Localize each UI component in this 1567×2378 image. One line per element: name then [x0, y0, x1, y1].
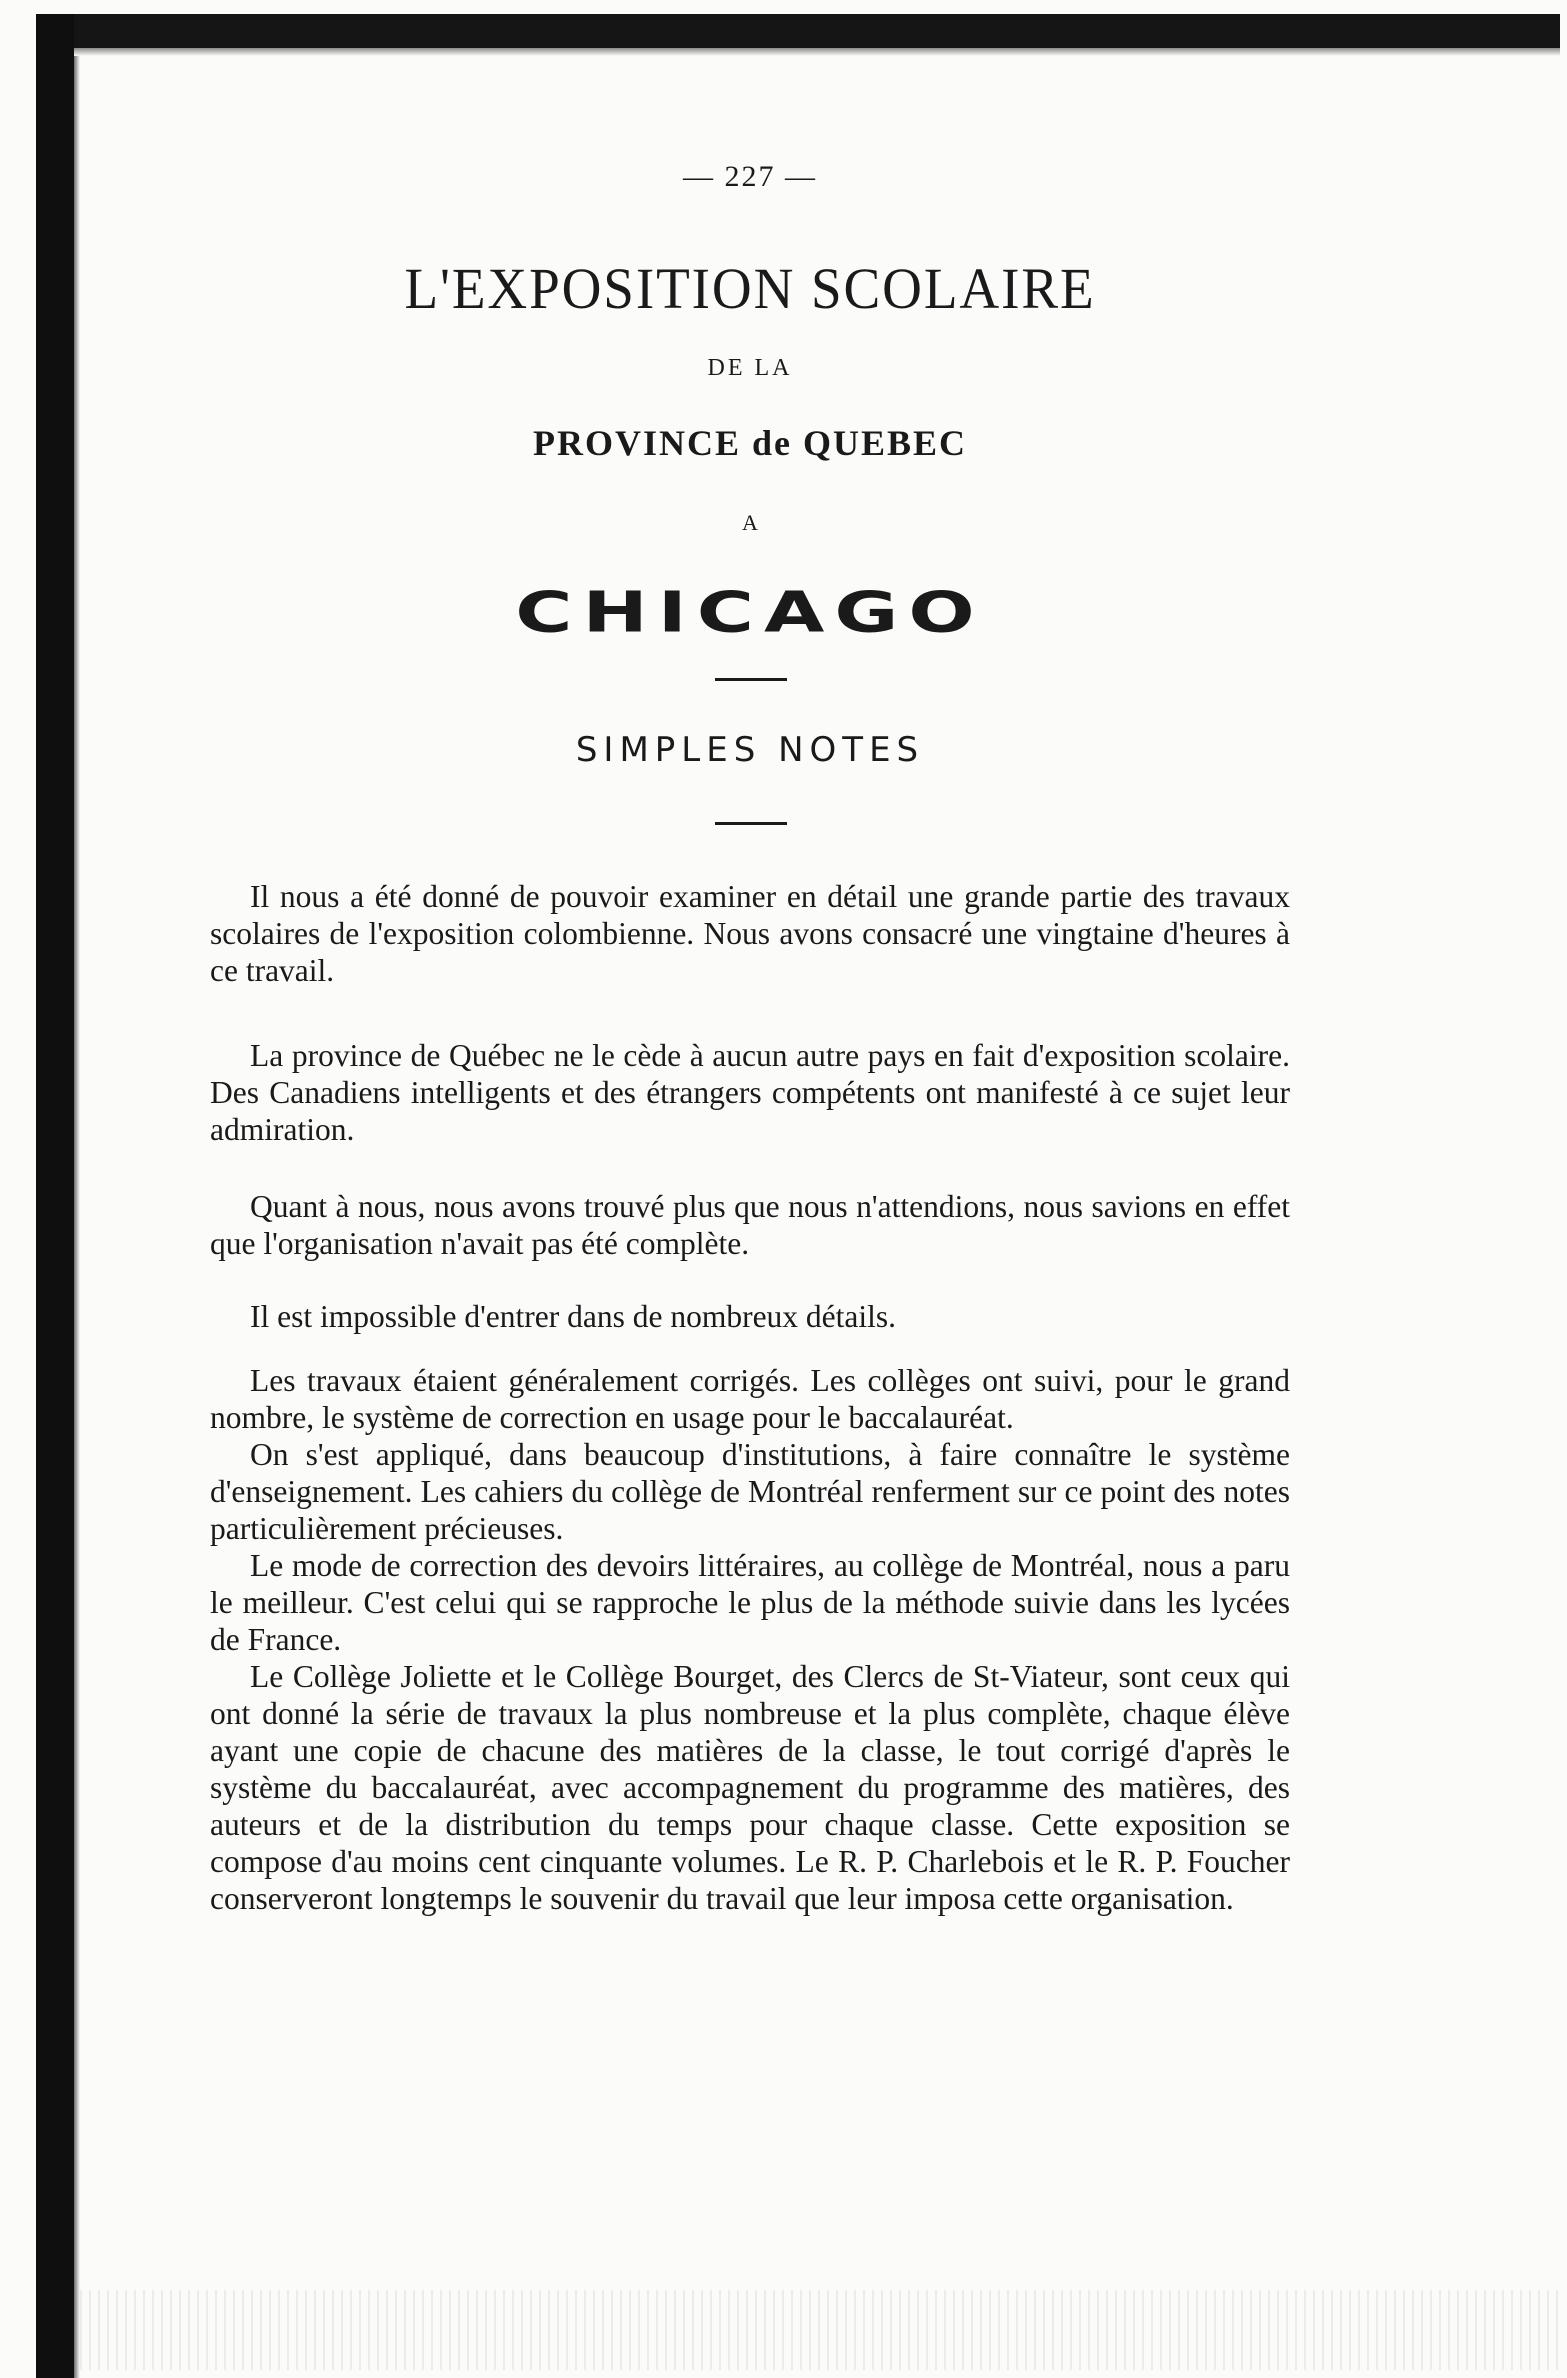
paragraph: Le mode de correction des devoirs littéraires, au collège de Montréal, nous a paru le meilleur. C'est celui qui se rapproche le plus de la méthode suivie dans les lycées de France. — [210, 1548, 1290, 1657]
top-border-shadow — [40, 48, 1560, 56]
paragraph: La province de Québec ne le cède à aucun autre pays en fait d'exposition scolaire. Des Canadiens intelligents et des étrangers compétents ont manifesté à ce sujet leur admiration. — [210, 1038, 1290, 1147]
page-number: — 227 — — [683, 160, 817, 193]
paragraph: Quant à nous, nous avons trouvé plus que nous n'attendions, nous savions en effet que l'organisation n'avait pas été complète. — [210, 1189, 1290, 1261]
paragraph: Le Collège Joliette et le Collège Bourget, des Clercs de St-Viateur, sont ceux qui ont donné la série de travaux la plus nombreuse et la plus complète, chaque élève ayant une copie de chacune des matières de la classe, le tout corrigé d'après le système du baccalauréat, avec accompagnement du programme des matières, des auteurs et de la distribution du temps pour chaque classe. Cette exposition se compose d'au moins cent cinquante volumes. Le R. P. Charlebois et le R. P. Foucher conserveront longtemps le souvenir du travail que leur imposa cette organisation. — [210, 1659, 1290, 1916]
page-title: L'EXPOSITION SCOLAIRE — [404, 256, 1096, 321]
left-border-shadow — [74, 56, 80, 2378]
divider — [715, 822, 787, 825]
title-city: CHICAGO — [515, 580, 985, 646]
left-border — [36, 14, 74, 2378]
paragraph: Les travaux étaient généralement corrigés. Les collèges ont suivi, pour le grand nombre, le système de correction en usage pour le baccalauréat. — [210, 1363, 1290, 1435]
paragraph-group — [210, 1362, 1290, 1917]
section-subtitle: SIMPLES NOTES — [575, 730, 925, 770]
paragraph: Il est impossible d'entrer dans de nombreux détails. — [250, 1299, 897, 1334]
title-a: A — [742, 510, 758, 535]
paragraph: On s'est appliqué, dans beaucoup d'institutions, à faire connaître le système d'enseignement. Les cahiers du collège de Montréal renferment sur ce point des notes particulièrement précieuses. — [210, 1437, 1290, 1546]
top-border — [40, 14, 1560, 48]
divider — [715, 678, 787, 681]
scan-noise — [80, 2290, 1560, 2370]
paragraph: Il nous a été donné de pouvoir examiner en détail une grande partie des travaux scolaires de l'exposition colombienne. Nous avons consacré une vingtaine d'heures à ce travail. — [210, 879, 1290, 988]
title-de-la: DE LA — [707, 355, 793, 381]
title-province: PROVINCE de QUEBEC — [532, 423, 968, 463]
